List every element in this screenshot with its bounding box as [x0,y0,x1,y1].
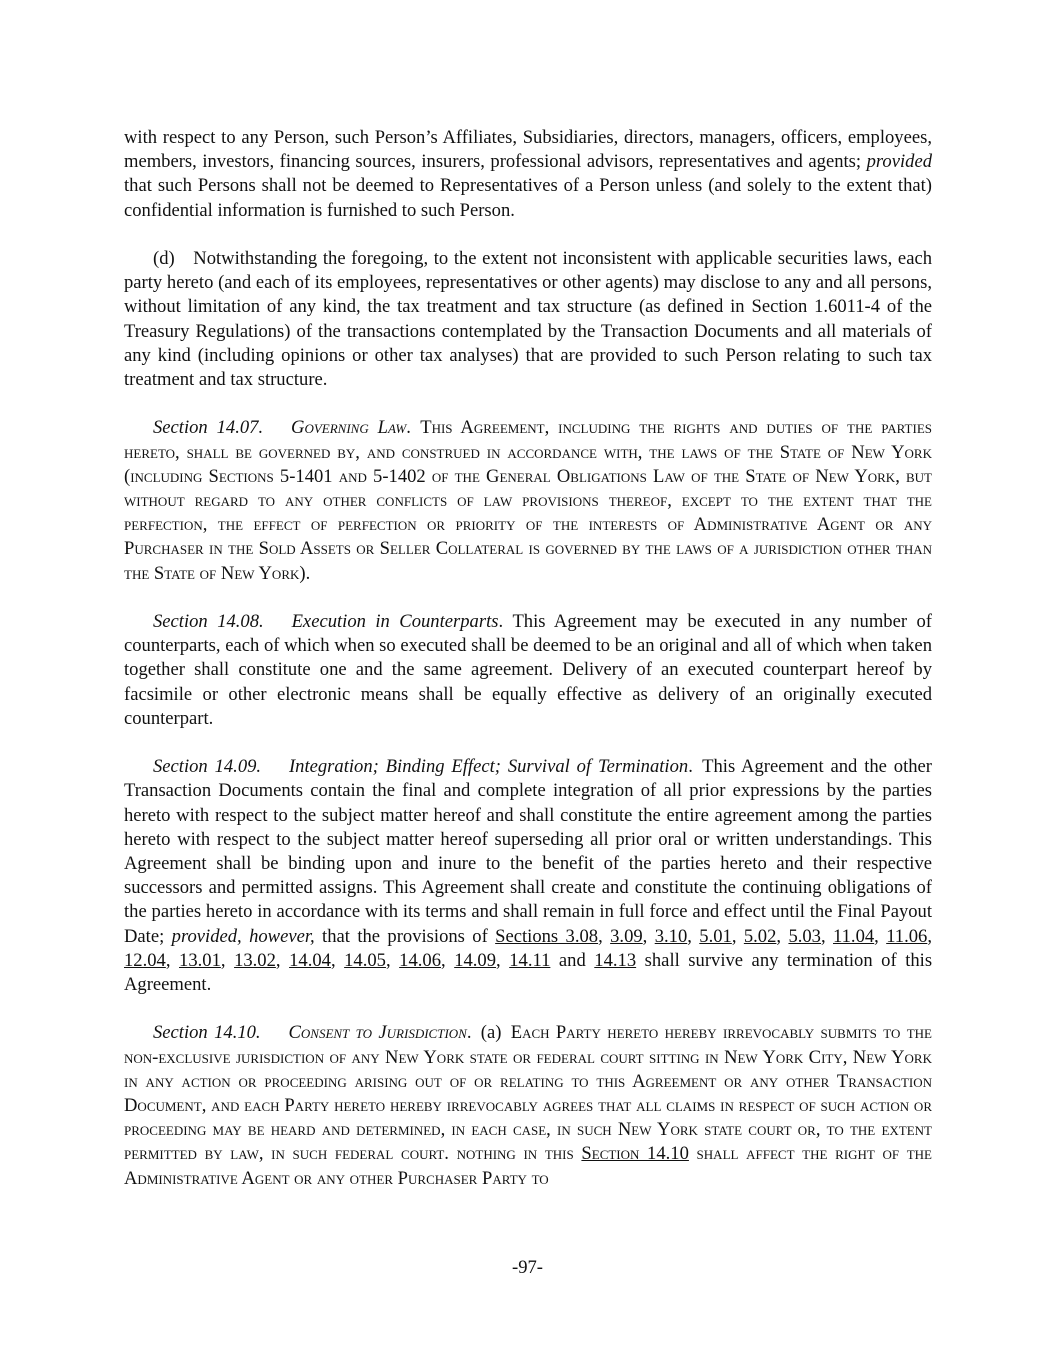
section-ref-link[interactable]: 3.10 [654,925,688,947]
section-ref-link[interactable]: 3.09 [610,925,643,947]
section-ref-link[interactable]: Section 14.10 [581,1143,689,1165]
section-ref-link[interactable]: 12.04 [124,949,166,971]
section-ref-link[interactable]: 14.09 [454,949,497,971]
subsection-label: (a) [480,1022,502,1044]
paragraph-c-continuation: with respect to any Person, such Person’s Affiliates, Subsidiaries, directors, managers, officers, employees, members, investors, financing sources, insurers, professional advisors, representatives and agents; provided that such Persons shall not be deemed to Representatives of a Person unless (and solely to the extent that) confidential information is furnished to such Person. [124,127,932,221]
section-title: Consent to Jurisdiction [288,1022,467,1044]
section-body: This Agreement may be executed in any number of counterparts, each of which when so executed shall be deemed to be an original and all of which when taken together shall constitute one and the same agreement. Delivery of an executed counterpart hereof by facsimile or other electronic means shall be equally effective as delivery of an originally executed counterpart. [124,611,932,729]
section-14-08: Section 14.08. Execution in Counterparts. This Agreement may be executed in any number of counterparts, each of which when so executed shall be deemed to be an original and all of which when taken together shall constitute one and the same agreement. Delivery of an executed counterpart hereof by facsimile or other electronic means shall be equally effective as delivery of an originally executed counterpart. [124,611,932,729]
section-ref-link[interactable]: 14.11 [509,949,551,971]
section-14-09: Section 14.09. Integration; Binding Effect; Survival of Termination. This Agreement and the other Transaction Documents contain the final and complete integration of all prior expressions by the parties hereto with respect to the subject matter hereof and shall constitute the entire agreement among the parties hereto with respect to the subject matter hereof superseding all prior oral or written understandings. This Agreement shall be binding upon and inure to the benefit of the parties hereto and their respective successors and permitted assigns. This Agreement shall create and constitute the continuing obligations of the parties hereto in accordance with its terms and shall remain in full force and effect until the Final Payout Date; provided, however, that the provisions of Sections 3.08, 3.09, 3.10, 5.01, 5.02, 5.03, 11.04, 11.06, 12.04, 13.01, 13.02, 14.04, 14.05, 14.06, 14.09, 14.11 and 14.13 shall survive any termination of this Agreement. [124,756,933,996]
section-ref-link[interactable]: 14.13 [594,949,637,971]
section-title: Governing Law [291,417,407,439]
section-ref-link[interactable]: 14.04 [289,949,331,971]
section-ref-link[interactable]: 5.01 [699,925,732,947]
section-ref-link[interactable]: 13.02 [234,949,276,971]
section-number: Section 14.10. [153,1022,261,1044]
document-page [124,126,932,1215]
section-14-10: Section 14.10. Consent to Jurisdiction. (a) Each Party hereto hereby irrevocably submits to the non-exclusive jurisdiction of any New York state or federal court sitting in New York City, New York in any action or proceeding arising out of or relating to this Agreement or any other Transaction Document, and each Party hereto hereby irrevocably agrees that all claims in respect of such action or proceeding may be heard and determined, in each case, in such New York state court or, to the extent permitted by law, in such federal court. nothing in this Section 14.10 shall affect the right of the Administrative Agent or any other Purchaser Party to [124,1022,933,1189]
section-title: Execution in Counterparts [291,611,499,633]
section-ref-link[interactable]: 13.01 [179,949,221,971]
section-body: This Agreement, including the rights and duties of the parties hereto, shall be governed by, and construed in accordance with, the laws of the State of New York (including Sections 5-1401 and 5-1402 of the General Obligations Law of the State of New York, but without regard to any other conflicts of law provisions thereof, except to the extent that the perfection, the effect of perfection or priority of the interests of Administrative Agent or any Purchaser in the Sold Assets or Seller Collateral is governed by the laws of a jurisdiction other than the State of New York). [124,417,932,584]
section-ref-link[interactable]: 14.06 [399,949,441,971]
section-ref-link[interactable]: 11.06 [886,925,928,947]
section-number: Section 14.07. [153,417,264,439]
page-number: -97- [512,1257,543,1278]
paragraph-d: (d) Notwithstanding the foregoing, to the extent not inconsistent with applicable securities laws, each party hereto (and each of its employees, representatives or other agents) may disclose to any and all persons, without limitation of any kind, the tax treatment and tax structure (as defined in Section 1.6011-4 of the Treasury Regulations) of the transactions contemplated by the Transaction Documents and all materials of any kind (including opinions or other tax analyses) that are provided to such Person relating to such tax treatment and tax structure. [124,248,932,391]
section-number: Section 14.09. [153,756,262,778]
provided-term: provided [866,151,932,173]
provided-however-term: provided, however, [171,925,315,947]
section-title: Integration; Binding Effect; Survival of Termination [288,756,689,778]
section-14-07: Section 14.07. Governing Law. This Agreement, including the rights and duties of the parties hereto, shall be governed by, and construed in accordance with, the laws of the State of New York (including Sections 5-1401 and 5-1402 of the General Obligations Law of the State of New York, but without regard to any other conflicts of law provisions thereof, except to the extent that the perfection, the effect of perfection or priority of the interests of Administrative Agent or any Purchaser in the Sold Assets or Seller Collateral is governed by the laws of a jurisdiction other than the State of New York). [124,417,932,584]
section-ref-link[interactable]: Sections 3.08 [495,925,599,947]
section-number: Section 14.08. [153,611,264,633]
section-ref-link[interactable]: 5.03 [788,925,821,947]
section-ref-link[interactable]: 5.02 [743,925,777,947]
section-ref-link[interactable]: 11.04 [833,925,875,947]
section-ref-link[interactable]: 14.05 [344,949,386,971]
